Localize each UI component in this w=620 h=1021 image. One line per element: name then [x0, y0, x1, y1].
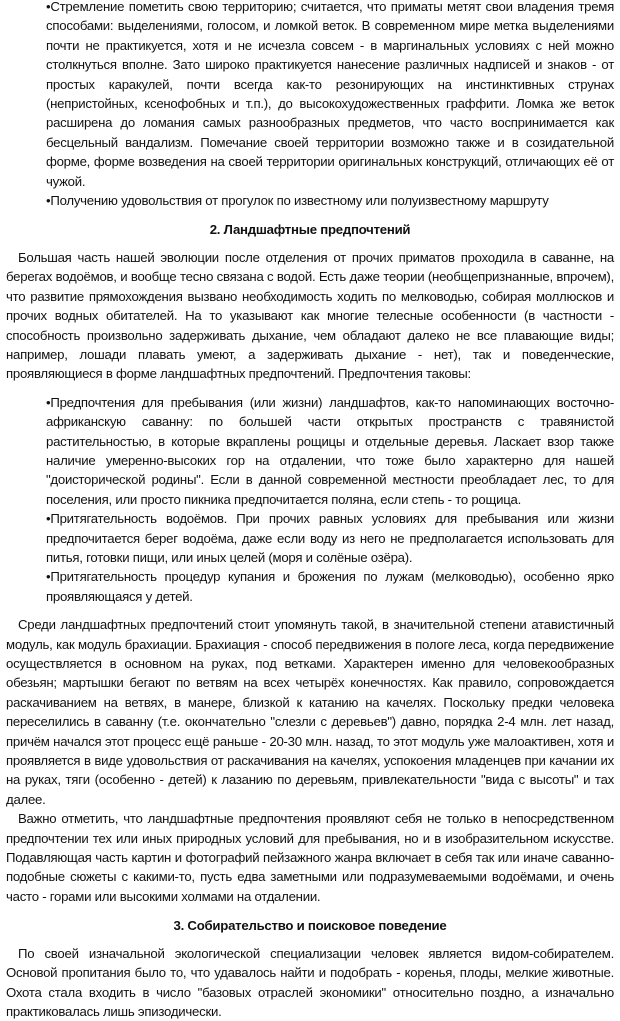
list-item-territory-marking: •Стремление пометить свою территорию; считается, что приматы метят свои владения тремя способами: выделениями, голосом, и ломкой веток. В современном мире метка выделениями почти не практикуется, хотя и не исчезла совсем - в маргинальных условиях с ней можно столкнуться вполне. Зато широко практикуется нанесение различных надписей и знаков - от простых каракулей, почти всегда как-то резонирующих на инстинктивных струнах (непристойных, ксенофобных и т.п.), до высокохудожественных граффити. Ломка же веток расширена до ломания самых разнообразных предметов, что часто воспринимается как бесцельный вандализм. Помечание своей территории возможно также и в созидательной форме, форме возведения на своей территории оригинальных конструкций, отличающих её от чужой.	[46, 0, 614, 189]
paragraph-gathering-intro: По своей изначальной экологической специализации человек является видом-собирателем. Основой пропитания было то, что удавалось найти и подобрать - коренья, плоды, мелкие животные. Охота стала входить в число "базовых отраслей экономики" относительно поздно, а изначально практиковалась лишь эпизодически.	[6, 945, 614, 1019]
section-heading-gathering: 3. Собирательство и поисковое поведение	[173, 918, 447, 934]
list-item-water-attraction: •Притягательность водоёмов. При прочих равных условиях для пребывания или жизни предпочитается берег водоёма, даже если воду из него не предполагается использовать для питья, готовки пищи, или иных целей (моря и солёные озёра).	[46, 511, 614, 565]
list-item-walking-pleasure: •Получению удовольствия от прогулок по известному или полуизвестному маршруту	[46, 193, 549, 209]
spacer	[6, 384, 614, 393]
list-item-bathing-attraction: •Притягательность процедур купания и брожения по лужам (мелководью), особенно ярко проявляющаяся у детей.	[46, 569, 614, 604]
list-item-savanna-preference: •Предпочтения для пребывания (или жизни) ландшафтов, как-то напоминающих восточно-африканскую саванну: по большей части открытых пространств с травянистой растительностью, в которые вкраплены рощицы и отдельные деревья. Ласкает взор также наличие умеренно-высоких гор на отдалении, что тоже было характерно для нашей "доисторической родины". Если в данной современной местности преобладает лес, то для поселения, или просто пикника предпочитается поляна, если степь - то рощица.	[46, 394, 614, 507]
section-heading-landscape: 2. Ландшафтные предпочтений	[209, 222, 411, 238]
paragraph-art: Важно отметить, что ландшафтные предпочтения проявляют себя не только в непосредственном предпочтении тех или иных природных условий для пребывания, но и в изобразительном искусстве. Подавляющая часть картин и фотографий пейзажного жанра включает в себя так или иначе саванно-подобные сюжеты с какими-то, пусть едва заметными или подразумеваемыми водоёмами, и очень часто - горами или высокими холмами на отдалении.	[6, 811, 614, 904]
paragraph-landscape-intro: Большая часть нашей эволюции после отделения от прочих приматов проходила в саванне, на берегах водоёмов, и вообще тесно связана с водой. Есть даже теории (необщепризнанные, впрочем), что развитие прямохождения вызвано необходимость ходить по мелководью, собирая моллюсков и прочих водных обитателей. На то указывают как многие телесные особенности (в частности - способность произвольно задерживать дыхание, чем обладают далеко не все плавающие виды; например, лошади плавать умеют, а задерживать дыхание - нет), так и поведенческие, проявляющиеся в форме ландшафтных предпочтений. Предпочтения таковы:	[6, 249, 614, 382]
paragraph-brachiation: Среди ландшафтных предпочтений стоит упомянуть такой, в значительной степени атавистичный модуль, как модуль брахиации. Брахиация - способ передвижения в пологе леса, когда передвижение осуществляется в основном на руках, под ветками. Характерен именно для человекообразных обезьян; мартышки бегают по ветвям на всех четырёх конечностях. Как правило, сопровождается раскачиванием на ветвях, в манере, близкой к катанию на качелях. Поскольку предки человека переселились в саванну (т.е. окончательно "слезли с деревьев") давно, порядка 2-4 млн. лет назад, причём начался этот процесс ещё раньше - 20-30 млн. назад, то этот модуль уже малоактивен, хотя и проявляется в виде удовольствия от раскачивания на качелях, успокоения младенцев при качании их на руках, тяги (особенно - детей) к лазанию по деревьям, привлекательности "вида с высоты" и тах далее.	[6, 617, 614, 807]
spacer	[6, 606, 614, 615]
